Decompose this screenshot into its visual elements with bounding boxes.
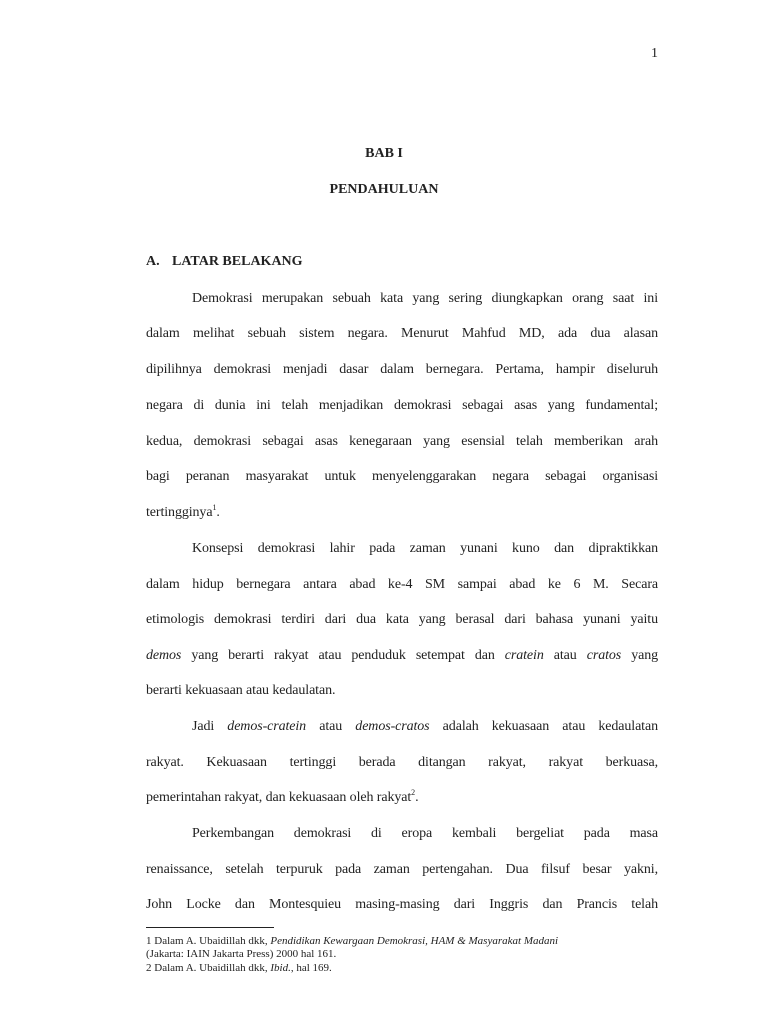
text-fragment: atau: [306, 719, 356, 734]
footnote-book-title: Ibid.: [270, 962, 291, 974]
text-line: negara di dunia ini telah menjadikan demokrasi sebagai asas yang fundamental;: [146, 398, 658, 413]
text-line: [192, 717, 658, 737]
text-line: renaissance, setelah terpuruk pada zaman pertengahan. Dua filsuf besar yakni,: [146, 862, 658, 877]
text-line: bagi peranan masyarakat untuk menyelenggarakan negara sebagai organisasi: [146, 469, 658, 484]
section-letter: A.: [146, 254, 160, 269]
footnote-text: 1 Dalam A. Ubaidillah dkk,: [146, 935, 271, 947]
text-line: rakyat. Kekuasaan tertinggi berada ditangan rakyat, rakyat berkuasa,: [146, 755, 658, 770]
chapter-number: BAB I: [365, 146, 403, 161]
footnote-text: 2 Dalam A. Ubaidillah dkk,: [146, 962, 271, 974]
footnote-1-continued: (Jakarta: IAIN Jakarta Press) 2000 hal 161.: [146, 948, 337, 960]
text-line: etimologis demokrasi terdiri dari dua kata yang berasal dari bahasa yunani yaitu: [146, 612, 658, 627]
footnote-text: , hal 169.: [290, 962, 332, 974]
text-fragment: adalah kekuasaan atau kedaulatan: [429, 719, 658, 734]
footnote-ref-1[interactable]: 1: [212, 503, 217, 512]
text-fragment: atau: [543, 648, 587, 663]
text-line: Demokrasi merupakan sebuah kata yang sering diungkapkan orang saat ini: [192, 291, 658, 306]
section-title: LATAR BELAKANG: [172, 254, 303, 269]
text-fragment: Jadi: [192, 719, 228, 734]
text-line: Konsepsi demokrasi lahir pada zaman yunani kuno dan dipraktikkan: [192, 541, 658, 556]
footnote-separator: [146, 927, 274, 928]
text-line: dipilihnya demokrasi menjadi dasar dalam bernegara. Pertama, hampir diseluruh: [146, 362, 658, 377]
term-cratein: cratein: [504, 648, 544, 663]
term-demos: demos: [146, 648, 182, 663]
text-line: John Locke dan Montesquieu masing-masing dari Inggris dan Prancis telah: [146, 897, 658, 912]
text-line: kedua, demokrasi sebagai asas kenegaraan yang esensial telah memberikan arah: [146, 434, 658, 449]
term-cratos: cratos: [586, 648, 622, 663]
text-line: dalam hidup bernegara antara abad ke-4 SM sampai abad ke 6 M. Secara: [146, 577, 658, 592]
text-fragment: yang berarti rakyat atau penduduk setempat dan: [181, 648, 505, 663]
text-line: [146, 503, 658, 523]
text-line: [146, 646, 658, 666]
term-demos-cratein: demos-cratein: [227, 719, 307, 734]
text-fragment: .: [415, 790, 419, 805]
text-line: [146, 788, 658, 808]
chapter-title: PENDAHULUAN: [329, 182, 439, 197]
text-line: dalam melihat sebuah sistem negara. Menurut Mahfud MD, ada dua alasan: [146, 326, 658, 341]
footnote-book-title: Pendidikan Kewargaan Demokrasi, HAM & Masyarakat Madani: [270, 935, 559, 947]
section-heading: [146, 254, 303, 270]
text-fragment: .: [216, 505, 220, 520]
text-fragment: yang: [621, 648, 659, 663]
footnote-ref-2[interactable]: 2: [411, 788, 416, 797]
text-fragment: pemerintahan rakyat, dan kekuasaan oleh rakyat: [146, 790, 412, 805]
page-number: 1: [651, 46, 658, 61]
text-fragment: tertingginya: [146, 505, 213, 520]
footnote-2: [146, 962, 332, 975]
text-line: Perkembangan demokrasi di eropa kembali bergeliat pada masa: [192, 826, 658, 841]
footnote-1: [146, 935, 558, 948]
text-line: berarti kekuasaan atau kedaulatan.: [146, 683, 336, 698]
term-demos-cratos: demos-cratos: [355, 719, 430, 734]
